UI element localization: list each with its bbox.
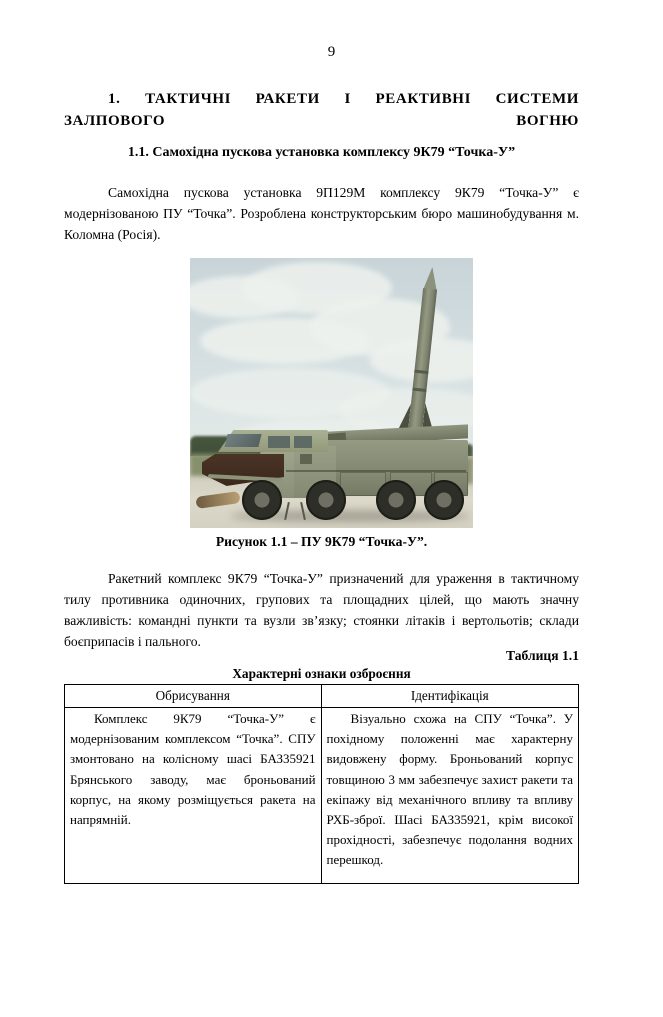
page-number: 9 <box>327 44 336 60</box>
table-number-label: Таблиця 1.1 <box>505 648 579 663</box>
cell-text-outline: Комплекс 9К79 “Точка-У” є модернізованим комплексом “Точка”. СПУ змонтовано на колісному шасі БАЗ35921 Брянського заводу, має броньований корпус, на якому розміщується ракета на напрямній. <box>70 711 316 828</box>
table-row <box>65 708 579 884</box>
wheel <box>306 480 346 520</box>
intro-paragraph: Самохідна пускова установка 9П129М комплексу 9К79 “Точка-У” є модернізованою ПУ “Точка”. Розроблена конструкторським бюро машинобудування м. Коломна (Росія). <box>64 185 579 242</box>
table-header-cell <box>65 685 322 708</box>
column-header-outline: Обрисування <box>155 688 230 703</box>
table-cell-identification <box>321 708 578 884</box>
wheel <box>242 480 282 520</box>
side-window <box>268 436 290 448</box>
figure-image <box>190 258 473 528</box>
hull-hatch <box>300 454 312 464</box>
figure-caption: Рисунок 1.1 – ПУ 9К79 “Точка-У”. <box>215 534 428 549</box>
characteristics-table <box>64 684 579 884</box>
side-window <box>294 436 312 448</box>
windshield <box>224 434 261 447</box>
column-header-identification: Ідентифікація <box>410 688 489 703</box>
launcher-photograph <box>190 258 473 528</box>
table-cell-outline <box>65 708 322 884</box>
cell-text-identification: Візуально схожа на СПУ “Точка”. У похідному положенні має характерну видовжену форму. Броньований корпус товщиною 3 мм забезпечує захист ракети та екіпажу від механічного впливу та впливу РХБ-зброї. Шасі БАЗ35921, крім високої прохідності, забезпечує подолання водних перешкод. <box>326 711 573 868</box>
chapter-heading: 1. ТАКТИЧНІ РАКЕТИ І РЕАКТИВНІ СИСТЕМИ ЗАЛПОВОГО ВОГНЮ <box>64 91 579 129</box>
table-header-cell <box>321 685 578 708</box>
wheel <box>376 480 416 520</box>
wheel <box>424 480 464 520</box>
table-title: Характерні ознаки озброєння <box>232 666 411 681</box>
section-heading: 1.1. Самохідна пускова установка комплексу 9К79 “Точка-У” <box>127 145 516 160</box>
table-header-row <box>65 685 579 708</box>
purpose-paragraph: Ракетний комплекс 9К79 “Точка-У” призначений для ураження в тактичному тилу противника одиночних, групових та площадних цілей, що мають значну важливість: командні пункти та вузли зв’язку; стоянки літаків і вертольотів; склади боєприпасів і пального. <box>64 571 579 649</box>
